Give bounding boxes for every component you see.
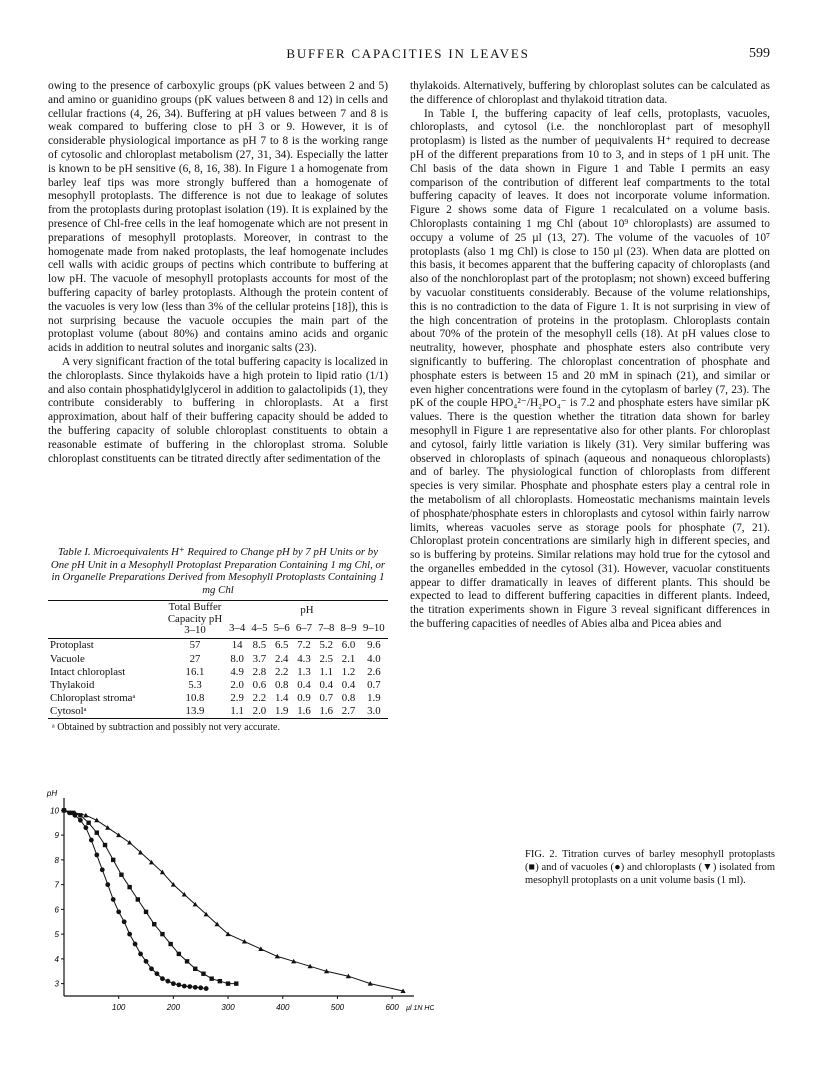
ph-value-cell: 4.9 <box>230 665 244 678</box>
data-point-square <box>127 885 131 889</box>
data-point-square <box>144 910 148 914</box>
data-point-square <box>218 979 222 983</box>
data-point-square <box>177 952 181 956</box>
table-row <box>48 652 388 665</box>
figure-2-caption: FIG. 2. Titration curves of barley mesophyll protoplasts (■) and of vacuoles (●) and chloroplasts (▼) isolated from mesophyll protoplasts on a unit volume basis (1 ml). <box>525 849 775 886</box>
data-point-triangle <box>116 833 121 838</box>
data-point-circle <box>187 984 192 989</box>
ph-value-cell: 0.7 <box>319 692 334 705</box>
data-point-circle <box>111 897 116 902</box>
ph-value-cell: 8.5 <box>252 639 267 652</box>
ph-value-cell: 1.4 <box>274 692 289 705</box>
ph-value-cell: 0.6 <box>252 679 267 692</box>
right-column <box>410 80 770 632</box>
ph-value-cell: 1.3 <box>297 665 311 678</box>
data-point-square <box>201 972 205 976</box>
data-point-circle <box>105 882 110 887</box>
ph-header: pH <box>300 603 314 616</box>
ph-value-cell: 2.9 <box>230 692 244 705</box>
data-point-square <box>152 922 156 926</box>
data-point-circle <box>83 825 88 830</box>
running-title: BUFFER CAPACITIES IN LEAVES <box>286 46 530 61</box>
data-point-square <box>103 843 107 847</box>
y-tick-label: 8 <box>54 855 59 865</box>
right-paragraph-1: thylakoids. Alternatively, buffering by chloroplast solutes can be calculated as the difference of chloroplast and thylakoid titration data. <box>410 80 770 106</box>
ph-value-cell: 3.0 <box>367 705 381 718</box>
ph-column-header: 7–8 <box>318 622 335 634</box>
data-point-square <box>95 830 99 834</box>
ph-column-header: 4–5 <box>251 622 268 634</box>
table-row <box>48 692 388 705</box>
x-tick-label: 100 <box>112 1003 126 1012</box>
data-point-triangle <box>105 825 110 830</box>
ph-value-cell: 2.1 <box>341 652 356 665</box>
titration-chart-svg <box>44 786 434 1026</box>
table-body <box>48 638 388 718</box>
data-point-circle <box>160 976 165 981</box>
ph-value-cell: 2.7 <box>341 705 356 718</box>
ph-value-cell: 2.8 <box>252 665 267 678</box>
data-point-circle <box>89 838 94 843</box>
data-point-circle <box>144 959 149 964</box>
x-axis-title: µl 1N HCl <box>406 1005 434 1012</box>
y-tick-label: 5 <box>54 930 59 940</box>
ph-value-cell: 2.4 <box>274 652 289 665</box>
ph-value-cell: 2.0 <box>252 705 267 718</box>
ph-value-cell: 6.0 <box>341 639 356 652</box>
ph-value-cell: 2.5 <box>319 652 334 665</box>
ph-value-cell: 0.4 <box>297 679 311 692</box>
table-row <box>48 705 388 719</box>
y-tick-label: 7 <box>54 880 59 890</box>
ph-value-cell: 0.4 <box>341 679 356 692</box>
ph-value-cell: 1.6 <box>319 705 334 718</box>
data-point-circle <box>138 952 143 957</box>
data-point-triangle <box>127 840 132 845</box>
ph-value-cell: 2.2 <box>274 665 289 678</box>
table-footnote: ᵃ Obtained by subtraction and possibly not very accurate. <box>52 722 280 733</box>
data-point-circle <box>198 985 203 990</box>
data-point-circle <box>149 966 154 971</box>
data-point-square <box>168 942 172 946</box>
data-point-circle <box>176 982 181 987</box>
left-column <box>48 80 388 466</box>
y-tick-label: 10 <box>50 806 59 816</box>
table-row <box>48 678 388 691</box>
ph-value-cell: 6.5 <box>274 639 289 652</box>
right-paragraph-2: In Table I, the buffering capacity of leaf cells, protoplasts, vacuoles, chloroplasts, and cytosol (i.e. the nonchloroplast part of mesophyll protoplasm) is listed as the number of µequivalents H⁺ required to decrease pH of the different preparations from 10 to 3, and in steps of 1 pH unit. The Chl basis of the data shown in Figure 1 and Table I permits an easy comparison of the contribution of different leaf compartments to the total buffering capacity of leaves. It does not incorporate volume information. Figure 2 shows some data of Figure 1 recalculated on a volume basis. Chloroplasts containing 1 mg Chl (about 10⁹ chloroplasts) are assumed to occupy a volume of 25 µl (13, 27). The volume of the vacuoles of 10⁷ protoplasts (also 1 mg Chl) is close to 150 µl (23). When data are plotted on this basis, it becomes apparent that the buffering capacity of chloroplasts (and also of the nonchloroplast part of the protoplasm; not shown) exceed buffering by vacuolar constituents considerably. Because of the volume relationships, this is no contradiction to the data of Figure 1. It is not surprising in view of the high concentration of proteins in the protoplasm. Chloroplasts contain about 70% of the protein of the mesophyll cells (18). At pH values close to neutrality, however, phosphate and phosphate esters also contribute very significantly to buffering. The chloroplast concentration of phosphate and phosphate esters is between 15 and 20 mM in spinach (21), and similar or even higher concentrations were found in the cytoplasm of barley (7, 23). The pK of the couple HPO₄²⁻/H₂PO₄⁻ is 7.2 and phosphate esters have similar pK values. There is the question whether the titration data shown for barley mesophyll in Figure 1 are representative also for other plants. For chloroplast and cytosol, fairly little variation is likely (31). Very similar buffering was observed in chloroplasts of spinach (aqueous and nonaqueous chloroplasts) and of barley. The physiological function of chloroplasts from different species is very similar. Phosphate and phosphate esters play a central role in the metabolism of all chloroplasts. Homeostatic mechanisms maintain levels of phosphate/phosphate esters in chloroplasts and cytosol within fairly narrow limits, whereas vacuoles serve as storage pools for phosphate (7, 21). Chloroplast protein concentrations are similarly high in different species, and so is buffering by proteins. Similar relations may hold true for the cytosol and the organelles embedded in the cytosol (31). However, vacuolar constituents appear to differ dramatically in leaves of different plants. This should be expected to lead to different buffering capacities in different plants. Indeed, the titration experiments shown in Figure 3 reveal significant differences in the buffering capacities of needles of Abies alba and Picea abies and <box>410 107 770 631</box>
ph-value-cell: 4.3 <box>297 652 311 665</box>
total-capacity-cell: 5.3 <box>188 679 202 692</box>
row-label: Vacuole <box>50 652 85 665</box>
data-point-circle <box>78 818 83 823</box>
ph-value-cell: 3.7 <box>252 652 267 665</box>
ph-value-cell: 1.9 <box>274 705 289 718</box>
table-caption: Table I. Microequivalents H⁺ Required to Change pH by 7 pH Units or by One pH Unit in a Mesophyll Protoplast Preparation Containing 1 mg Chl, or in Organelle Preparations Derived from Mesophyll Protoplasts Containing 1 mg Chl <box>50 546 386 596</box>
table-1 <box>48 546 388 733</box>
y-tick-label: 4 <box>54 954 59 964</box>
ph-value-cell: 1.9 <box>367 692 381 705</box>
ph-value-cell: 0.9 <box>297 692 311 705</box>
data-point-square <box>86 821 90 825</box>
table-row <box>48 665 388 678</box>
data-point-square <box>209 976 213 980</box>
left-paragraph-1: owing to the presence of carboxylic groups (pK values between 2 and 5) and amino or guanidino groups (pK values between 8 and 12) in cells and cellular fractions (4, 26, 34). Buffering at pH values between 7 and 8 is weak compared to buffering close to pH 3 or 9. However, it is of considerable physiological importance as pH 7 to 8 is the working range of cytosolic and chloroplast metabolism (27, 31, 34). Especially the latter is known to be pH sensitive (6, 8, 16, 38). In Figure 1 a homogenate from barley leaf tips was more strongly buffered than a homogenate of mesophyll protoplasts. The difference is not due to leakage of solutes from the protoplasts during protoplast isolation (19). It is explained by the presence of Chl-free cells in the leaf homogenate which are not present in preparations of mesophyll protoplasts. Moreover, in contrast to the homogenate made from naked protoplasts, the leaf homogenate includes cell walls with acidic groups of pectins which contribute to buffering at low pH. The vacuole of mesophyll protoplasts accounts for most of the buffering capacity of barley protoplasts. Although the protein content of the vacuoles is very low (less than 3% of the cellular proteins [18]), this is not surprising because the vacuole occupies the main part of the protoplast volume (about 80%) and contains amino acids and organic acids in addition to neutral solutes and inorganic salts (23). <box>48 80 388 355</box>
ph-value-cell: 9.6 <box>367 639 381 652</box>
data-point-circle <box>204 986 209 991</box>
ph-value-cell: 2.0 <box>230 679 244 692</box>
ph-value-cell: 1.2 <box>341 665 356 678</box>
total-capacity-header: Total Buffer Capacity pH 3–10 <box>167 601 223 637</box>
ph-value-cell: 1.1 <box>230 705 244 718</box>
ph-value-cell: 0.7 <box>367 679 381 692</box>
table-row <box>48 638 388 652</box>
x-tick-label: 500 <box>330 1003 345 1012</box>
x-tick-label: 600 <box>385 1003 399 1012</box>
total-capacity-cell: 10.8 <box>185 692 205 705</box>
y-tick-label: 3 <box>54 979 59 989</box>
left-paragraph-2: A very significant fraction of the total buffering capacity is localized in the chloroplasts. Since thylakoids have a high protein to lipid ratio (1/1) and also contain phosphatidylglycerol in addition to galactolipids (1), they contribute considerably to buffering in chloroplasts. At a first approximation, about half of their buffering capacity should be added to the buffering capacity of soluble chloroplast constituents to obtain a reasonable estimate of buffering in the chloroplast stroma. Soluble chloroplast constituents can be titrated directly after sedimentation of the <box>48 355 388 465</box>
ph-column-header: 3–4 <box>229 622 246 634</box>
data-point-circle <box>155 971 160 976</box>
x-tick-label: 400 <box>276 1003 290 1012</box>
x-tick-label: 300 <box>221 1003 235 1012</box>
data-point-circle <box>94 853 99 858</box>
ph-value-cell: 2.2 <box>252 692 267 705</box>
row-label: Intact chloroplast <box>50 665 126 678</box>
data-point-circle <box>171 981 176 986</box>
total-capacity-cell: 27 <box>189 652 201 665</box>
total-capacity-cell: 16.1 <box>185 665 205 678</box>
y-tick-label: 9 <box>54 831 59 841</box>
y-tick-label: 6 <box>54 905 59 915</box>
ph-value-cell: 1.1 <box>319 665 334 678</box>
row-label: Chloroplast stromaᵃ <box>50 692 136 705</box>
page-number: 599 <box>749 46 770 61</box>
data-point-circle <box>100 867 105 872</box>
ph-value-cell: 2.6 <box>367 665 381 678</box>
data-point-square <box>119 873 123 877</box>
data-point-circle <box>122 919 127 924</box>
data-point-square <box>226 981 230 985</box>
ph-value-cell: 8.0 <box>230 652 244 665</box>
data-point-square <box>193 967 197 971</box>
total-capacity-cell: 13.9 <box>185 705 205 718</box>
data-point-square <box>185 959 189 963</box>
ph-value-cell: 0.4 <box>319 679 334 692</box>
ph-value-cell: 14 <box>231 639 243 652</box>
ph-value-cell: 1.6 <box>297 705 311 718</box>
data-point-square <box>111 858 115 862</box>
buffer-table <box>48 600 388 719</box>
data-point-circle <box>116 909 121 914</box>
ph-value-cell: 7.2 <box>297 639 311 652</box>
data-point-circle <box>133 942 138 947</box>
data-point-circle <box>193 985 198 990</box>
ph-value-cell: 4.0 <box>367 652 381 665</box>
ph-column-header: 5–6 <box>273 622 290 634</box>
data-point-circle <box>182 984 187 989</box>
ph-column-header: 6–7 <box>295 622 313 634</box>
figure-2-chart <box>44 786 434 1026</box>
ph-value-cell: 5.2 <box>319 639 334 652</box>
y-axis-title: pH <box>46 789 58 798</box>
row-header-blank <box>48 601 164 639</box>
ph-column-header: 9–10 <box>363 622 385 634</box>
ph-value-cell: 0.8 <box>274 679 289 692</box>
data-point-circle <box>127 932 132 937</box>
row-label: Cytosolᵃ <box>50 705 87 718</box>
data-point-circle <box>166 979 171 984</box>
ph-value-cell: 0.8 <box>341 692 356 705</box>
data-point-square <box>136 897 140 901</box>
x-tick-label: 200 <box>166 1003 181 1012</box>
data-point-square <box>234 981 238 985</box>
row-label: Protoplast <box>50 639 94 652</box>
row-label: Thylakoid <box>50 679 95 692</box>
total-capacity-cell: 57 <box>189 639 201 652</box>
ph-column-header: 8–9 <box>340 622 357 634</box>
data-point-square <box>160 932 164 936</box>
